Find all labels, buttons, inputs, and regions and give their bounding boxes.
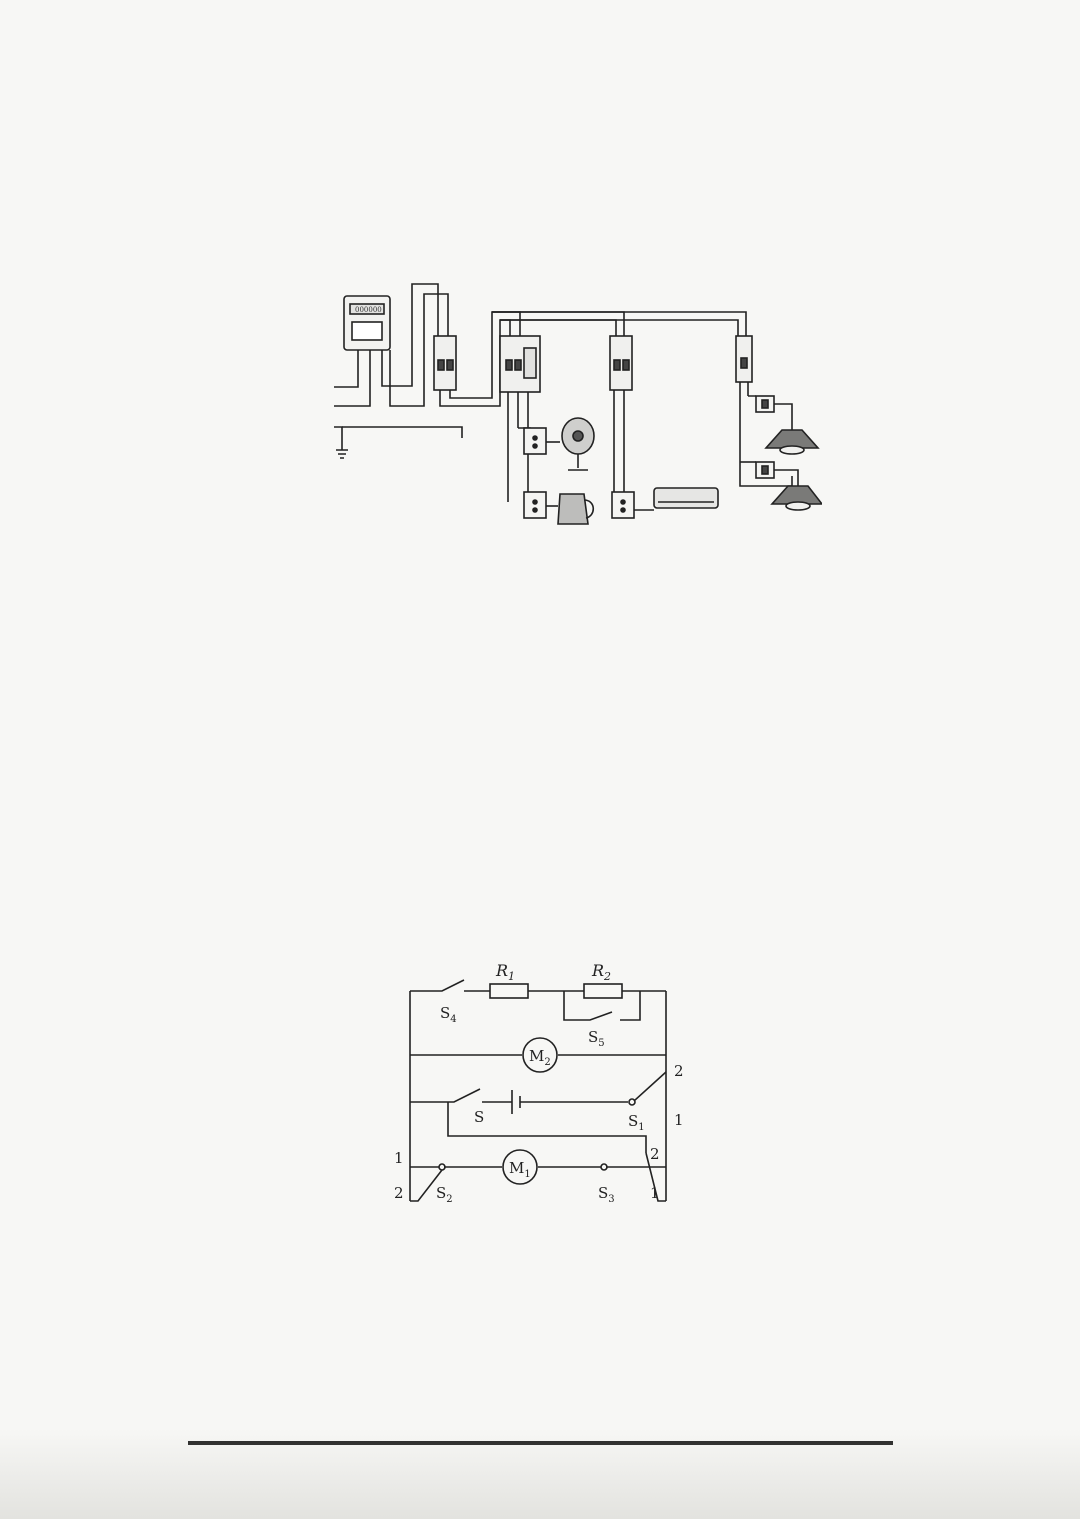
svg-text:S5: $S_5$ (588, 1028, 605, 1049)
svg-text:M1: $M_1$ (509, 1159, 531, 1180)
socket-outlet-icon (524, 428, 546, 454)
lamp-icon (772, 486, 822, 510)
s4-label: S (440, 1004, 451, 1022)
svg-text:S3: $S_3$ (598, 1184, 615, 1205)
svg-text:M2: $M_2$ (529, 1047, 551, 1068)
home-wiring-diagram (262, 262, 822, 540)
r2-label: R (592, 961, 605, 980)
svg-text:S4: $S_4$ (440, 1004, 457, 1025)
kettle-icon (558, 494, 593, 524)
svg-text:1: 1 (394, 1149, 404, 1167)
s3-label: S (598, 1184, 609, 1202)
air-conditioner-icon (654, 488, 718, 508)
svg-text:S2: $S_2$ (436, 1184, 453, 1205)
main-breaker-icon (434, 336, 456, 390)
resistor-r1 (490, 984, 528, 998)
s-label: S (474, 1108, 485, 1126)
svg-text:S1: $S_1$ (628, 1112, 645, 1133)
lighting-breaker-icon (736, 336, 752, 382)
m2-label: M (529, 1047, 545, 1065)
s2-label: S (436, 1184, 447, 1202)
m1-label: M (509, 1159, 525, 1177)
lamp-icon (766, 430, 818, 454)
r1-label: R (496, 961, 509, 980)
socket-rcd-breaker-icon (500, 336, 540, 392)
meter-digits: 000000 (355, 306, 382, 314)
light-switch-icon (756, 396, 774, 412)
svg-text:R2: $R_2$ (592, 961, 612, 983)
energy-meter-icon (344, 296, 390, 350)
s1-label: S (628, 1112, 639, 1130)
fan-icon (562, 418, 594, 470)
massage-chair-circuit (384, 946, 696, 1208)
svg-text:2: 2 (394, 1184, 404, 1202)
svg-text:R1: $R_1$ (496, 961, 516, 983)
svg-text:2: 2 (674, 1062, 684, 1080)
resistor-r2 (584, 984, 622, 998)
scan-edge-shadow (0, 1429, 1080, 1519)
socket-outlet-icon (524, 492, 546, 518)
svg-text:1: 1 (650, 1184, 660, 1202)
s5-label: S (588, 1028, 599, 1046)
svg-text:2: 2 (650, 1145, 660, 1163)
ac-outlet-icon (612, 492, 634, 518)
light-switch-icon (756, 462, 774, 478)
ac-breaker-icon (610, 336, 632, 390)
svg-text:1: 1 (674, 1111, 684, 1129)
